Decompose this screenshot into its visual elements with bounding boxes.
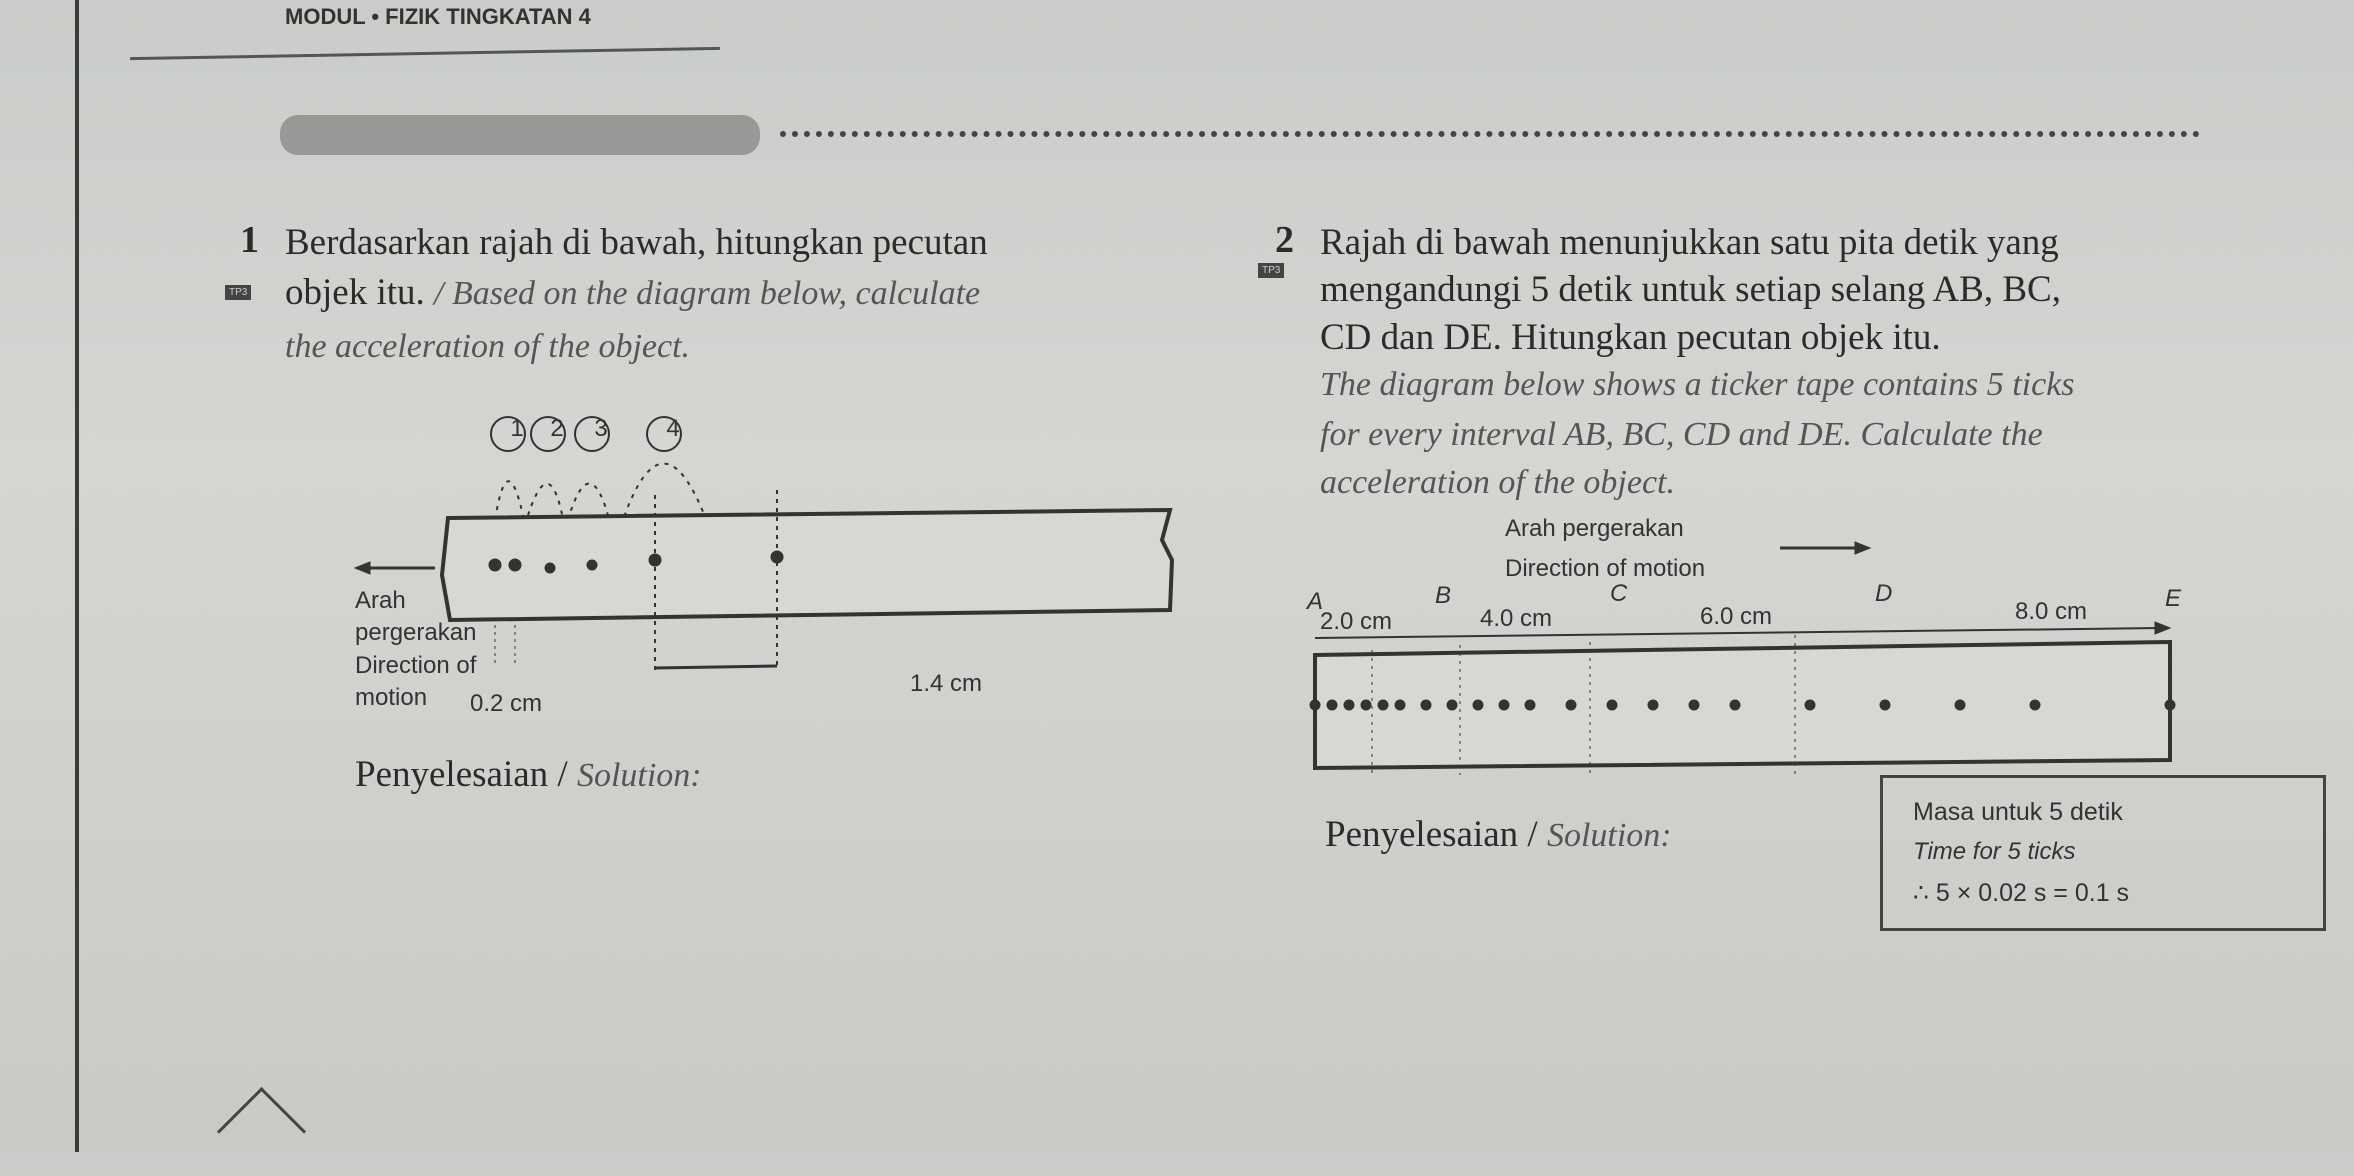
module-header: MODUL • FIZIK TINGKATAN 4	[285, 4, 591, 29]
ticker-dot	[1955, 700, 1965, 710]
point-c: C	[1610, 580, 1628, 607]
question-text-ms-2: objek itu.	[285, 272, 425, 313]
question-text-en: / Based on the diagram below, calculate	[434, 275, 981, 312]
question-text-en-2: the acceleration of the object.	[285, 328, 691, 365]
ticker-dot	[1447, 700, 1457, 710]
ticker-dot	[1607, 700, 1617, 710]
segment-bc: 4.0 cm	[1480, 605, 1553, 632]
hint-box	[1880, 775, 2326, 931]
ticker-dot	[1689, 700, 1699, 710]
question-text-ms: Berdasarkan rajah di bawah, hitungkan pecutan	[285, 222, 988, 263]
marker-2: 2	[550, 415, 564, 442]
solution-label: Penyelesaian /	[355, 754, 568, 795]
hint-line-en: Time for 5 ticks	[1913, 838, 2076, 865]
ticker-dot	[1805, 700, 1815, 710]
header-tab-line	[130, 47, 720, 60]
ticker-dot	[1395, 700, 1405, 710]
dotted-divider	[780, 131, 2200, 137]
ticker-dot	[1880, 700, 1890, 710]
ticker-dot	[2030, 700, 2040, 710]
hint-line-ms: Masa untuk 5 detik	[1913, 798, 2123, 826]
tp-badge: TP3	[1258, 263, 1284, 278]
marker-1: 1	[510, 415, 524, 442]
segment-cd: 6.0 cm	[1700, 603, 1773, 630]
marker-4: 4	[666, 415, 680, 442]
direction-label-ms: Arah pergerakan	[355, 587, 477, 646]
ticker-dot	[1525, 700, 1535, 710]
question-text-ms-2: mengandungi 5 detik untuk setiap selang AB, BC,	[1320, 269, 2061, 310]
question-number: 1	[240, 219, 259, 261]
hint-calculation: ∴ 5 × 0.02 s = 0.1 s	[1913, 879, 2130, 907]
corner-mark	[217, 1087, 306, 1176]
ticker-dot	[1361, 700, 1371, 710]
section-banner	[280, 115, 760, 155]
solution-label-en: Solution:	[1546, 817, 1672, 854]
tp-badge: TP3	[225, 285, 251, 300]
ticker-dot	[1566, 700, 1576, 710]
question-text-en-3: acceleration of the object.	[1320, 464, 1675, 501]
ticker-dot	[1473, 700, 1483, 710]
ticker-dot	[1310, 700, 1320, 710]
marker-3: 3	[594, 415, 608, 442]
large-gap-label: 1.4 cm	[910, 670, 983, 697]
small-gap-label: 0.2 cm	[470, 690, 543, 717]
segment-de: 8.0 cm	[2015, 598, 2088, 625]
ticker-dot	[1327, 700, 1337, 710]
question-number: 2	[1275, 219, 1294, 261]
page-margin-line	[75, 0, 79, 1152]
direction-label-ms: Arah pergerakan	[1505, 515, 1684, 542]
ticker-dot	[1648, 700, 1658, 710]
point-d: D	[1875, 580, 1893, 607]
ticker-dot	[1344, 700, 1354, 710]
ticker-dot	[2165, 700, 2175, 710]
segment-ab: 2.0 cm	[1320, 608, 1393, 635]
solution-label-en: Solution:	[576, 757, 702, 794]
point-b: B	[1435, 582, 1452, 609]
ticker-dot	[1730, 700, 1740, 710]
ticker-dot	[1378, 700, 1388, 710]
ticker-dot	[1421, 700, 1431, 710]
point-e: E	[2165, 585, 2182, 612]
direction-label-en: Direction of motion	[355, 652, 477, 711]
question-text-en-1: The diagram below shows a ticker tape contains 5 ticks	[1320, 366, 2075, 403]
question-text-ms: Rajah di bawah menunjukkan satu pita detik yang	[1320, 222, 2059, 263]
question-text-ms-3: CD dan DE. Hitungkan pecutan objek itu.	[1320, 317, 1941, 358]
direction-label-en: Direction of motion	[1505, 555, 1706, 582]
question-text-en-2: for every interval AB, BC, CD and DE. Calculate the	[1320, 416, 2043, 453]
solution-label: Penyelesaian /	[1325, 814, 1538, 855]
ticker-dot	[1499, 700, 1509, 710]
ticker-tape-diagram-2	[1300, 530, 2300, 780]
point-a: A	[1307, 588, 1324, 615]
